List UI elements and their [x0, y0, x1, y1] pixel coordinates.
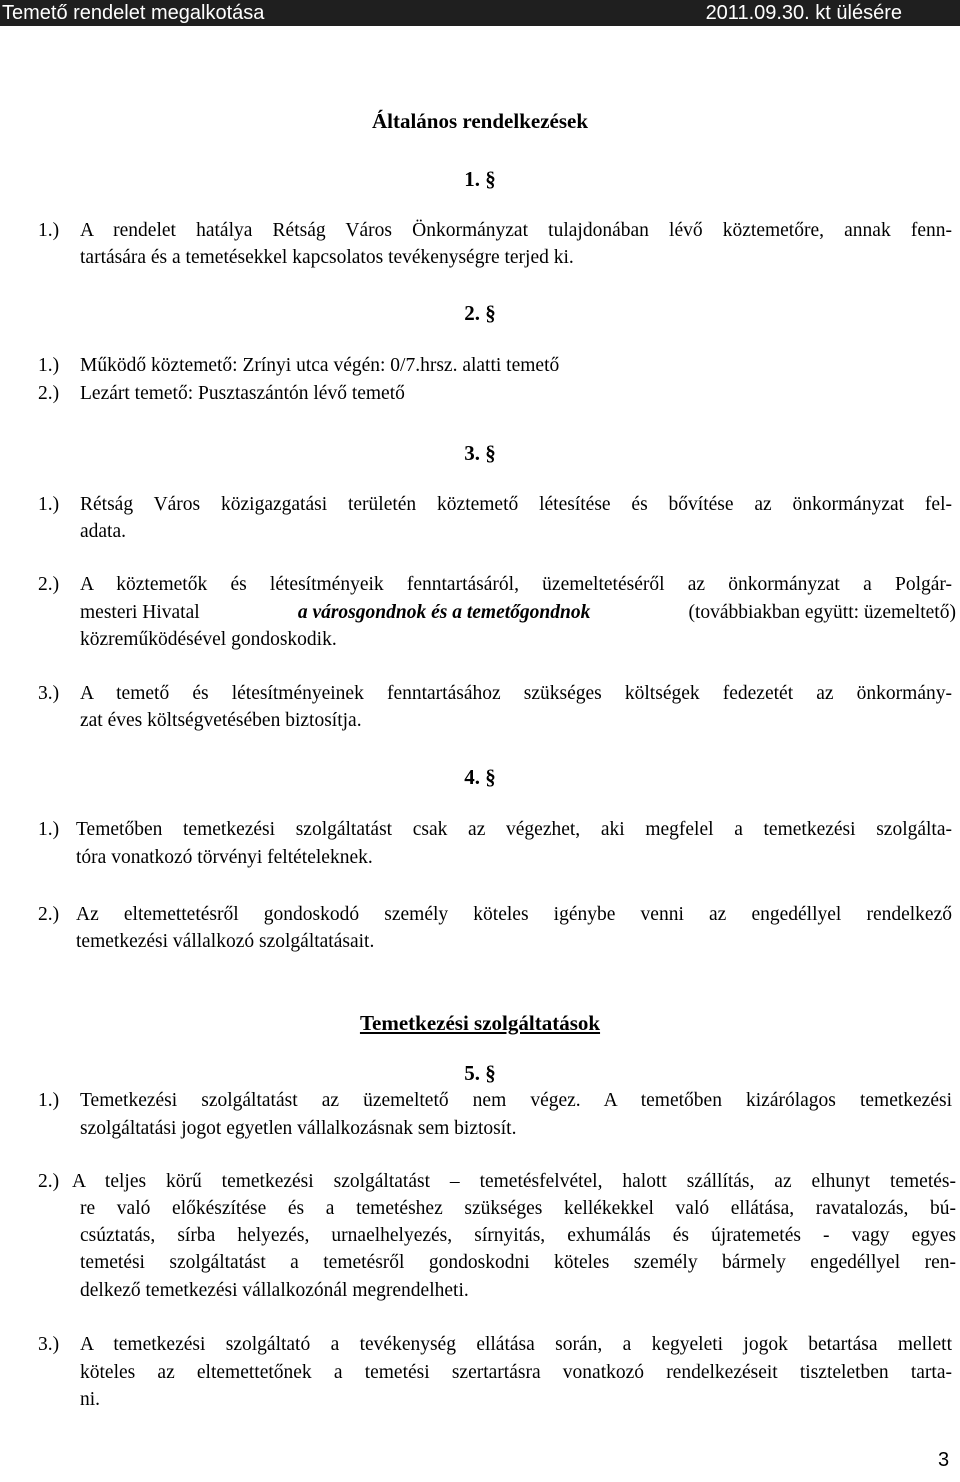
para-text-line: szolgáltatási jogot egyetlen vállalkozásnak sem biztosít. — [80, 1118, 517, 1139]
section-2-heading: 2. § — [464, 301, 496, 325]
para-number: 1.) — [38, 220, 60, 241]
document-header — [0, 0, 960, 26]
para-text-line: ni. — [80, 1389, 101, 1410]
text-fragment: (továbbiakban együtt: üzemeltető) — [688, 602, 956, 623]
para-text-line: A temetkezési szolgáltató a tevékenység ellátása során, a kegyeleti jogok betartása mellett — [80, 1334, 952, 1355]
section-4-heading: 4. § — [464, 765, 496, 789]
para-number: 2.) — [38, 574, 60, 595]
heading-general-provisions: Általános rendelkezések — [371, 109, 589, 133]
para-text-line: Temetkezési szolgáltatást az üzemeltető nem végez. A temetőben kizárólagos temetkezési — [80, 1090, 952, 1111]
para-text-line: temetkezési vállalkozó szolgáltatásait. — [76, 931, 375, 952]
section-3-heading: 3. § — [464, 441, 496, 465]
para-text-line: Az eltemettetésről gondoskodó személy köteles igénybe venni az engedéllyel rendelkező — [76, 904, 952, 925]
para-text-line: Lezárt temető: Pusztaszántón lévő temető — [80, 383, 405, 404]
para-number: 2.) — [38, 904, 60, 925]
para-text-line: adata. — [80, 521, 127, 542]
para-number: 1.) — [38, 819, 60, 840]
para-text-line: tóra vonatkozó törvényi feltételeknek. — [76, 847, 373, 868]
para-text-line: A köztemetők és létesítményeik fenntartásáról, üzemeltetéséről az önkormányzat a Polgár- — [80, 574, 952, 595]
para-text-line: re való előkészítése és a temetéshez szükséges kellékekkel való ellátása, ravatalozás, bú- — [80, 1198, 956, 1219]
section-1-heading: 1. § — [464, 167, 496, 191]
para-text-line: A temető és létesítményeinek fenntartásához szükséges költségek fedezetét az önkormány- — [80, 683, 952, 704]
para-text-line: csúztatás, sírba helyezés, urnaelhelyezés, sírnyitás, exhumálás és újratemetés - vagy egyes — [80, 1225, 956, 1246]
para-text-line-mixed — [80, 600, 956, 625]
para-text-line: delkező temetkezési vállalkozónál megrendelheti. — [80, 1280, 469, 1301]
para-text-line: tartására és a temetésekkel kapcsolatos tevékenységre terjed ki. — [80, 247, 574, 268]
para-number: 1.) — [38, 494, 60, 515]
header-date: 2011.09.30. kt ülésére — [705, 2, 902, 24]
emphasized-text: a városgondnok és a temetőgondnok — [297, 602, 591, 623]
para-text-line: Temetőben temetkezési szolgáltatást csak az végezhet, aki megfelel a temetkezési szolgálta- — [76, 819, 952, 840]
para-number: 3.) — [38, 1334, 60, 1355]
text-fragment: mesteri Hivatal — [80, 602, 200, 623]
para-text-line: temetési szolgáltatást a temetésről gondoskodni köteles személy bármely engedéllyel ren- — [80, 1252, 956, 1273]
heading-funeral-services-text: Temetkezési szolgáltatások — [359, 1011, 601, 1035]
para-text-line: Rétság Város közigazgatási területén köztemető létesítése és bővítése az önkormányzat fel- — [80, 494, 952, 515]
para-text-line: Működő köztemető: Zrínyi utca végén: 0/7.hrsz. alatti temető — [80, 355, 560, 376]
para-number: 2.) — [38, 1171, 60, 1192]
para-number: 2.) — [38, 383, 60, 404]
para-number: 1.) — [38, 355, 60, 376]
para-text-line: zat éves költségvetésében biztosítja. — [80, 710, 362, 731]
header-title: Temető rendelet megalkotása — [2, 2, 265, 24]
para-text-line: közreműködésével gondoskodik. — [80, 629, 337, 650]
page-number: 3 — [938, 1449, 950, 1471]
para-number: 3.) — [38, 683, 60, 704]
heading-funeral-services — [0, 1010, 960, 1036]
section-5-heading: 5. § — [464, 1061, 496, 1085]
para-number: 1.) — [38, 1090, 60, 1111]
para-text-line: A teljes körű temetkezési szolgáltatást – temetésfelvétel, halott szállítás, az elhunyt temetés- — [72, 1171, 956, 1192]
para-text-line: A rendelet hatálya Rétság Város Önkormányzat tulajdonában lévő köztemetőre, annak fenn- — [80, 220, 952, 241]
para-text-line: köteles az eltemettetőnek a temetési szertartásra vonatkozó rendelkezéseit tiszteletben tarta- — [80, 1362, 952, 1383]
